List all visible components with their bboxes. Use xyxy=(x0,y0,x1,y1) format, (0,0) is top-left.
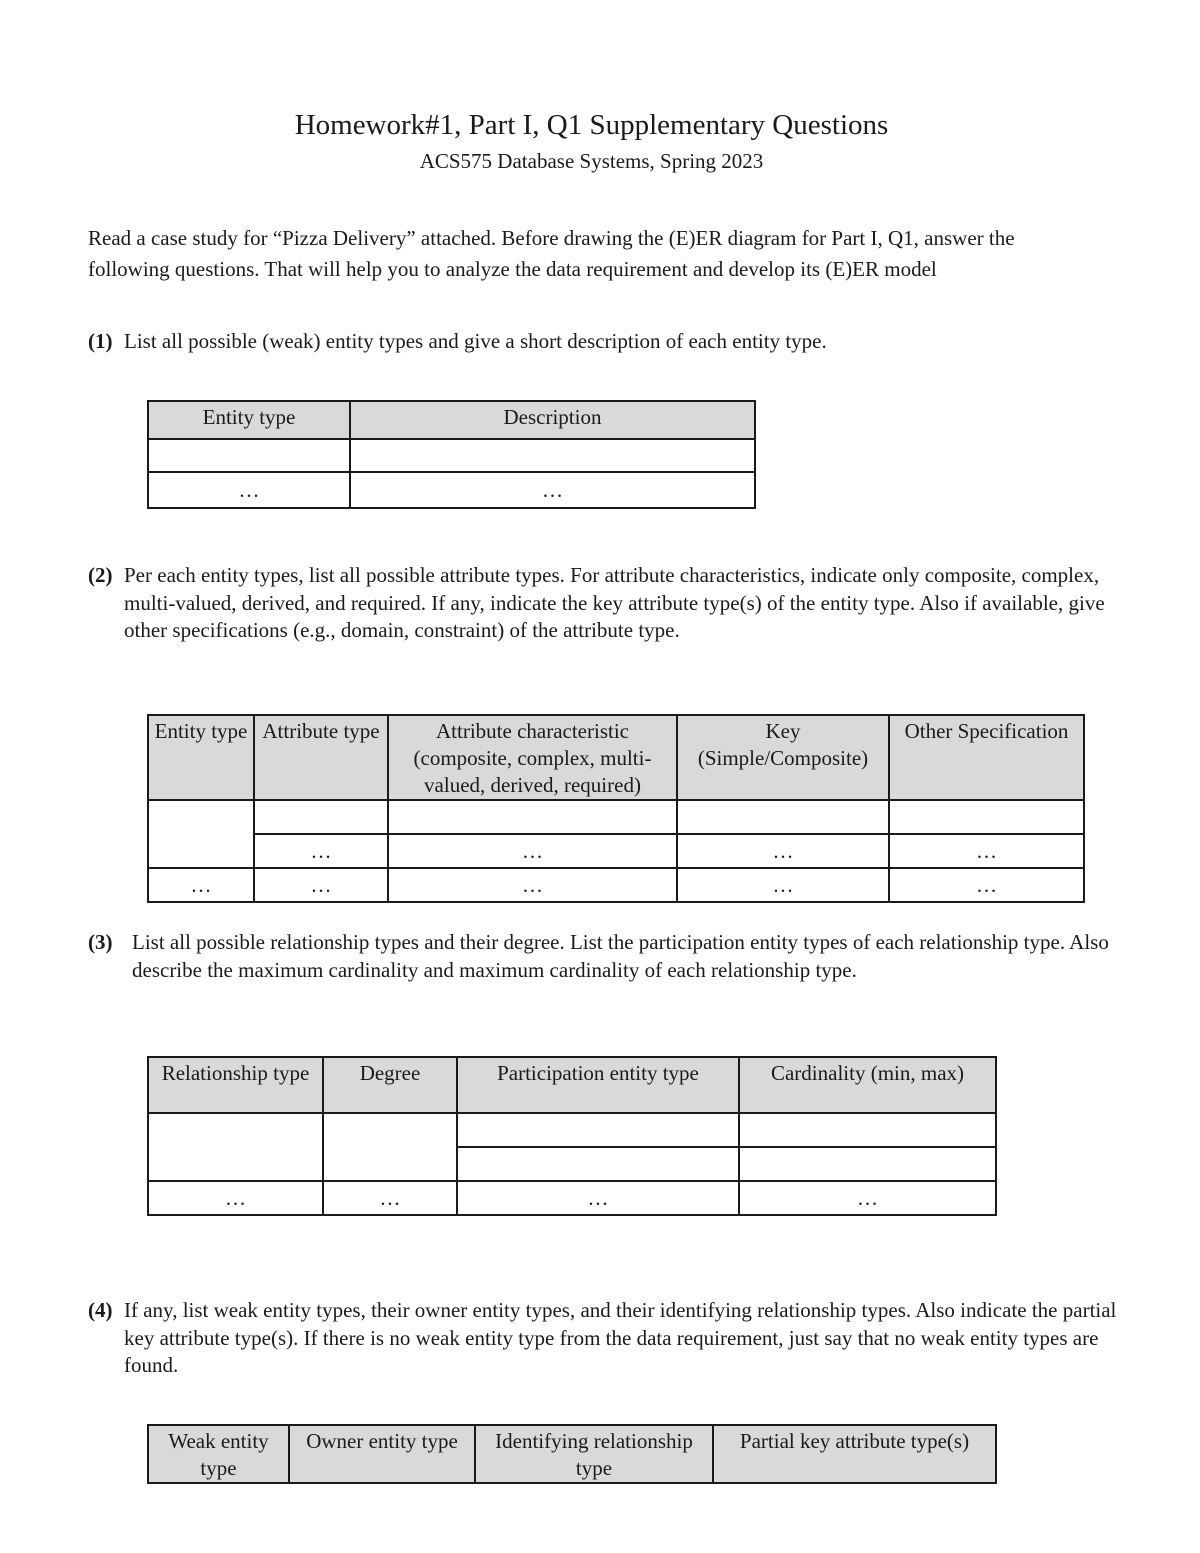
cell-ellipsis: … xyxy=(323,1181,457,1215)
table-row xyxy=(148,472,755,508)
question-1-number: (1) xyxy=(88,329,113,353)
cell-ellipsis: … xyxy=(889,868,1084,902)
header-cardinality: Cardinality (min, max) xyxy=(739,1057,996,1113)
cell-ellipsis: … xyxy=(677,834,889,868)
question-2-text: Per each entity types, list all possible attribute types. For attribute characteristics, indicate only composite, complex, multi-valued, derived, and required. If any, indicate the key attribute type(s) of the entity type. Also if available, give other specifications (e.g., domain, constraint) of the attribute type. xyxy=(124,563,1105,642)
cell-ellipsis: … xyxy=(254,834,388,868)
header-relationship-type: Relationship type xyxy=(148,1057,323,1113)
intro-paragraph: Read a case study for “Pizza Delivery” attached. Before drawing the (E)ER diagram for Part I, Q1, answer the following questions. That will help you to analyze the data requirement and develop its (E)ER model xyxy=(88,226,1015,281)
cell-ellipsis: … xyxy=(677,868,889,902)
question-1-text: List all possible (weak) entity types and give a short description of each entity type. xyxy=(124,329,827,353)
relationship-type-table xyxy=(147,1056,997,1216)
cell-ellipsis: … xyxy=(388,868,677,902)
cell-ellipsis: … xyxy=(148,472,350,508)
question-4 xyxy=(88,1297,1134,1380)
cell-cardinality[interactable] xyxy=(739,1113,996,1147)
cell-entity-type[interactable] xyxy=(148,800,254,868)
header-key: Key (Simple/Composite) xyxy=(677,715,889,800)
header-owner-entity-type: Owner entity type xyxy=(289,1425,475,1483)
cell-ellipsis: … xyxy=(148,1181,323,1215)
table-row xyxy=(148,1181,996,1215)
question-3 xyxy=(88,929,1142,984)
cell-degree[interactable] xyxy=(323,1113,457,1181)
course-subtitle: ACS575 Database Systems, Spring 2023 xyxy=(419,149,764,173)
entity-type-table xyxy=(147,400,756,509)
cell-key[interactable] xyxy=(677,800,889,834)
header-entity-type: Entity type xyxy=(148,715,254,800)
table-row xyxy=(148,834,1084,868)
question-3-text: List all possible relationship types and their degree. List the participation entity types of each relationship type. Also describe the maximum cardinality and maximum cardinality of each relationship type. xyxy=(132,930,1109,982)
cell-participation-entity-type[interactable] xyxy=(457,1147,739,1181)
cell-cardinality[interactable] xyxy=(739,1147,996,1181)
cell-participation-entity-type[interactable] xyxy=(457,1113,739,1147)
question-4-number: (4) xyxy=(88,1298,113,1322)
header-other-specification: Other Specification xyxy=(889,715,1084,800)
question-4-text: If any, list weak entity types, their owner entity types, and their identifying relationship types. Also indicate the partial key attribute type(s). If there is no weak entity type from the data requirement, just say that no weak entity types are found. xyxy=(124,1298,1117,1377)
question-1 xyxy=(88,328,1134,356)
cell-relationship-type[interactable] xyxy=(148,1113,323,1181)
table-row xyxy=(148,868,1084,902)
cell-ellipsis: … xyxy=(889,834,1084,868)
cell-attribute-type[interactable] xyxy=(254,800,388,834)
header-weak-entity-type: Weak entity type xyxy=(148,1425,289,1483)
header-identifying-relationship-type: Identifying relationship type xyxy=(475,1425,713,1483)
cell-ellipsis: … xyxy=(148,868,254,902)
cell-ellipsis: … xyxy=(739,1181,996,1215)
cell-ellipsis: … xyxy=(254,868,388,902)
table-row xyxy=(148,439,755,472)
header-partial-key-attribute-type: Partial key attribute type(s) xyxy=(713,1425,996,1483)
attribute-type-table xyxy=(147,714,1085,903)
question-2 xyxy=(88,562,1134,645)
cell-entity-type[interactable] xyxy=(148,439,350,472)
page-title: Homework#1, Part I, Q1 Supplementary Questions xyxy=(294,109,889,141)
cell-ellipsis: … xyxy=(350,472,755,508)
table-row xyxy=(148,1113,996,1147)
table-row xyxy=(148,800,1084,834)
cell-ellipsis: … xyxy=(388,834,677,868)
header-entity-type: Entity type xyxy=(148,401,350,439)
cell-attribute-characteristic[interactable] xyxy=(388,800,677,834)
header-attribute-characteristic: Attribute characteristic (composite, complex, multi-valued, derived, required) xyxy=(388,715,677,800)
question-2-number: (2) xyxy=(88,563,113,587)
cell-ellipsis: … xyxy=(457,1181,739,1215)
cell-description[interactable] xyxy=(350,439,755,472)
header-description: Description xyxy=(350,401,755,439)
header-attribute-type: Attribute type xyxy=(254,715,388,800)
header-degree: Degree xyxy=(323,1057,457,1113)
weak-entity-table xyxy=(147,1424,997,1484)
header-participation-entity-type: Participation entity type xyxy=(457,1057,739,1113)
cell-other-specification[interactable] xyxy=(889,800,1084,834)
question-3-number: (3) xyxy=(88,930,113,954)
